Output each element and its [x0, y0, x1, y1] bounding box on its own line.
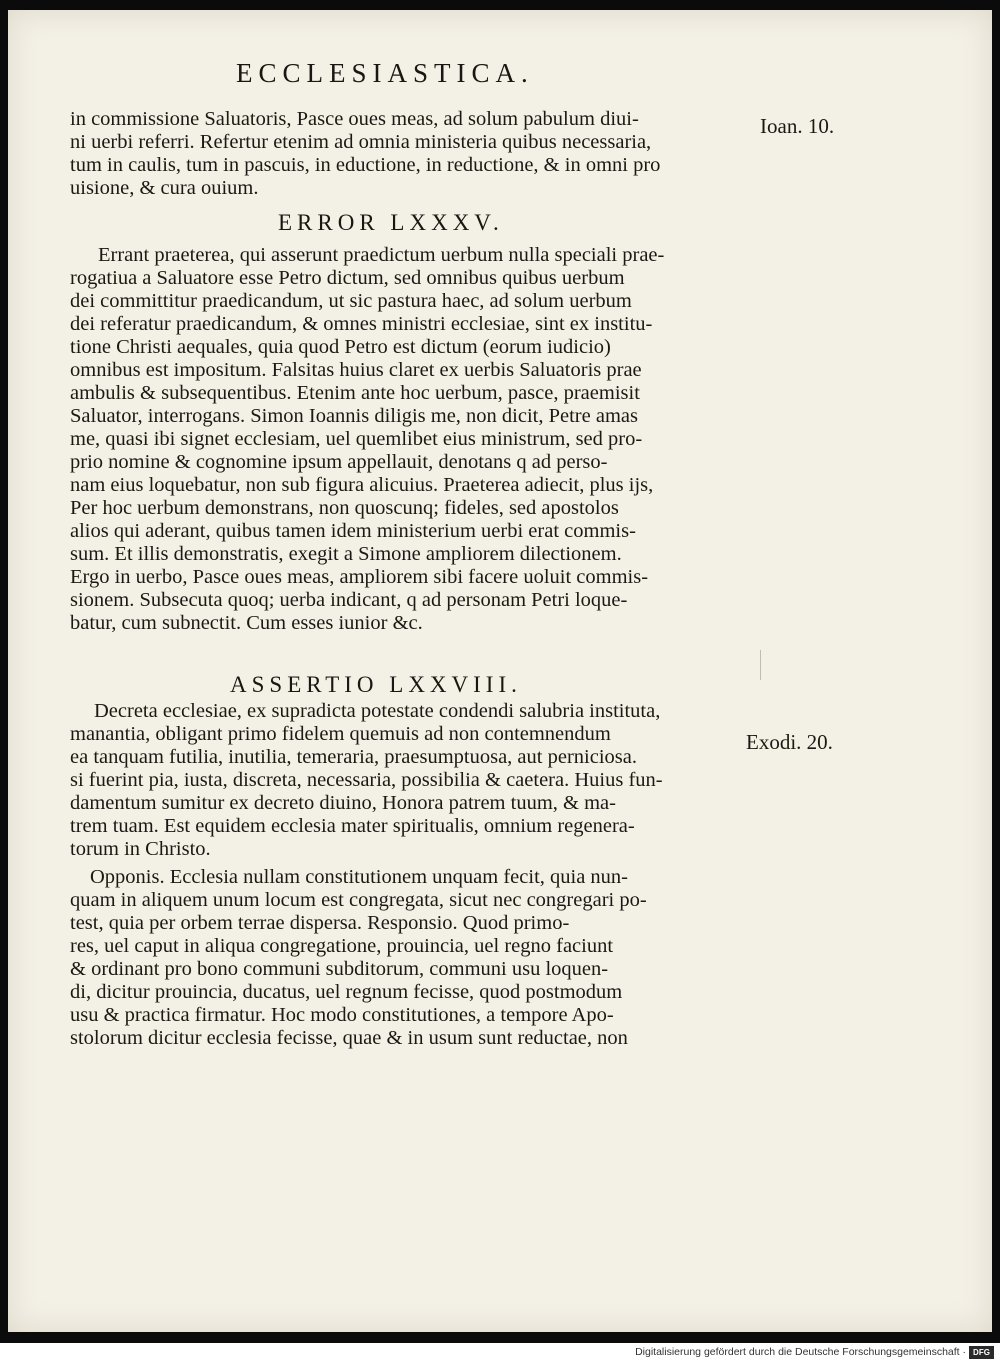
text-line: trem tuam. Est equidem ecclesia mater spiritualis, omnium regenera-: [70, 815, 635, 837]
text-line: torum in Christo.: [70, 838, 211, 860]
text-line: in commissione Saluatoris, Pasce oues meas, ad solum pabulum diui-: [70, 108, 639, 130]
text-line: nam eius loquebatur, non sub figura alicuius. Praeterea adiecit, plus ijs,: [70, 474, 654, 496]
book-page: [8, 10, 992, 1332]
running-head: ECCLESIASTICA.: [236, 58, 534, 88]
text-line: omnibus est impositum. Falsitas huius claret ex uerbis Saluatoris prae: [70, 359, 642, 381]
margin-note-ioan: Ioan. 10.: [760, 114, 835, 138]
paragraph-2: [70, 244, 760, 635]
text-line: di, dicitur prouincia, ducatus, uel regnum fecisse, quod postmodum: [70, 981, 623, 1003]
text-line: stolorum dicitur ecclesia fecisse, quae & in usum sunt reductae, non: [70, 1027, 628, 1049]
text-line: & ordinant pro bono communi subditorum, communi usu loquen-: [70, 958, 609, 980]
dfg-logo-icon: DFG: [969, 1346, 994, 1359]
text-line: manantia, obligant primo fidelem quemuis ad non contemnendum: [70, 723, 611, 745]
text-line: uisione, & cura ouium.: [70, 177, 259, 199]
text-line: Errant praeterea, qui asserunt praedictum uerbum nulla speciali prae-: [98, 244, 665, 266]
text-line: ea tanquam futilia, inutilia, temeraria, praesumptuosa, aut perniciosa.: [70, 746, 637, 768]
text-line: dei committitur praedicandum, ut sic pastura haec, ad solum uerbum: [70, 290, 632, 312]
text-line: sionem. Subsecuta quoq; uerba indicant, q ad personam Petri loque-: [70, 589, 628, 611]
text-line: tione Christi aequales, quia quod Petro est dictum (eorum iudicio): [70, 336, 611, 358]
text-line: test, quia per orbem terrae dispersa. Responsio. Quod primo-: [70, 912, 570, 934]
text-line: sum. Et illis demonstratis, exegit a Simone ampliorem dilectionem.: [70, 543, 622, 565]
text-line: si fuerint pia, iusta, discreta, necessaria, possibilia & caetera. Huius fun-: [70, 769, 663, 791]
text-line: me, quasi ibi signet ecclesiam, uel quemlibet eius ministrum, sed pro-: [70, 428, 643, 450]
funding-notice: Digitalisierung gefördert durch die Deutsche Forschungsgemeinschaft ·: [635, 1346, 966, 1358]
margin-note-exodi: Exodi. 20.: [746, 730, 833, 754]
text-line: res, uel caput in aliqua congregatione, prouincia, uel regno faciunt: [70, 935, 614, 957]
margin-rule: [760, 650, 761, 680]
text-line: tum in caulis, tum in pascuis, in eductione, in reductione, & in omni pro: [70, 154, 661, 176]
text-line: Opponis. Ecclesia nullam constitutionem unquam fecit, quia nun-: [90, 866, 629, 888]
text-line: ni uerbi referri. Refertur etenim ad omnia ministeria quibus necessaria,: [70, 131, 652, 153]
text-line: usu & practica firmatur. Hoc modo constitutiones, a tempore Apo-: [70, 1004, 614, 1026]
text-line: ambulis & subsequentibus. Etenim ante hoc uerbum, pasce, praemisit: [70, 382, 640, 404]
text-line: batur, cum subnectit. Cum esses iunior &c.: [70, 612, 423, 634]
text-line: Decreta ecclesiae, ex supradicta potestate condendi salubria instituta,: [94, 700, 661, 722]
text-line: alios qui aderant, quibus tamen idem ministerium uerbi erat commis-: [70, 520, 636, 542]
heading-error: ERROR LXXXV.: [278, 210, 504, 235]
text-line: damentum sumitur ex decreto diuino, Honora patrem tuum, & ma-: [70, 792, 616, 814]
paragraph-1: [70, 108, 760, 200]
text-line: Per hoc uerbum demonstrans, non quoscunq; fideles, sed apostolos: [70, 497, 619, 519]
text-line: quam in aliquem unum locum est congregata, sicut nec congregari po-: [70, 889, 647, 911]
text-line: rogatiua a Saluatore esse Petro dictum, sed omnibus quibus uerbum: [70, 267, 625, 289]
paragraph-3: [70, 700, 760, 861]
heading-assertio: ASSERTIO LXXVIII.: [230, 672, 522, 697]
text-line: Ergo in uerbo, Pasce oues meas, ampliorem sibi facere uoluit commis-: [70, 566, 649, 588]
paragraph-4: [70, 866, 760, 1050]
text-line: Saluator, interrogans. Simon Ioannis diligis me, non dicit, Petre amas: [70, 405, 638, 427]
text-line: prio nomine & cognomine ipsum appellauit, denotans q ad perso-: [70, 451, 608, 473]
text-line: dei referatur praedicandum, & omnes ministri ecclesiae, sint ex institu-: [70, 313, 653, 335]
